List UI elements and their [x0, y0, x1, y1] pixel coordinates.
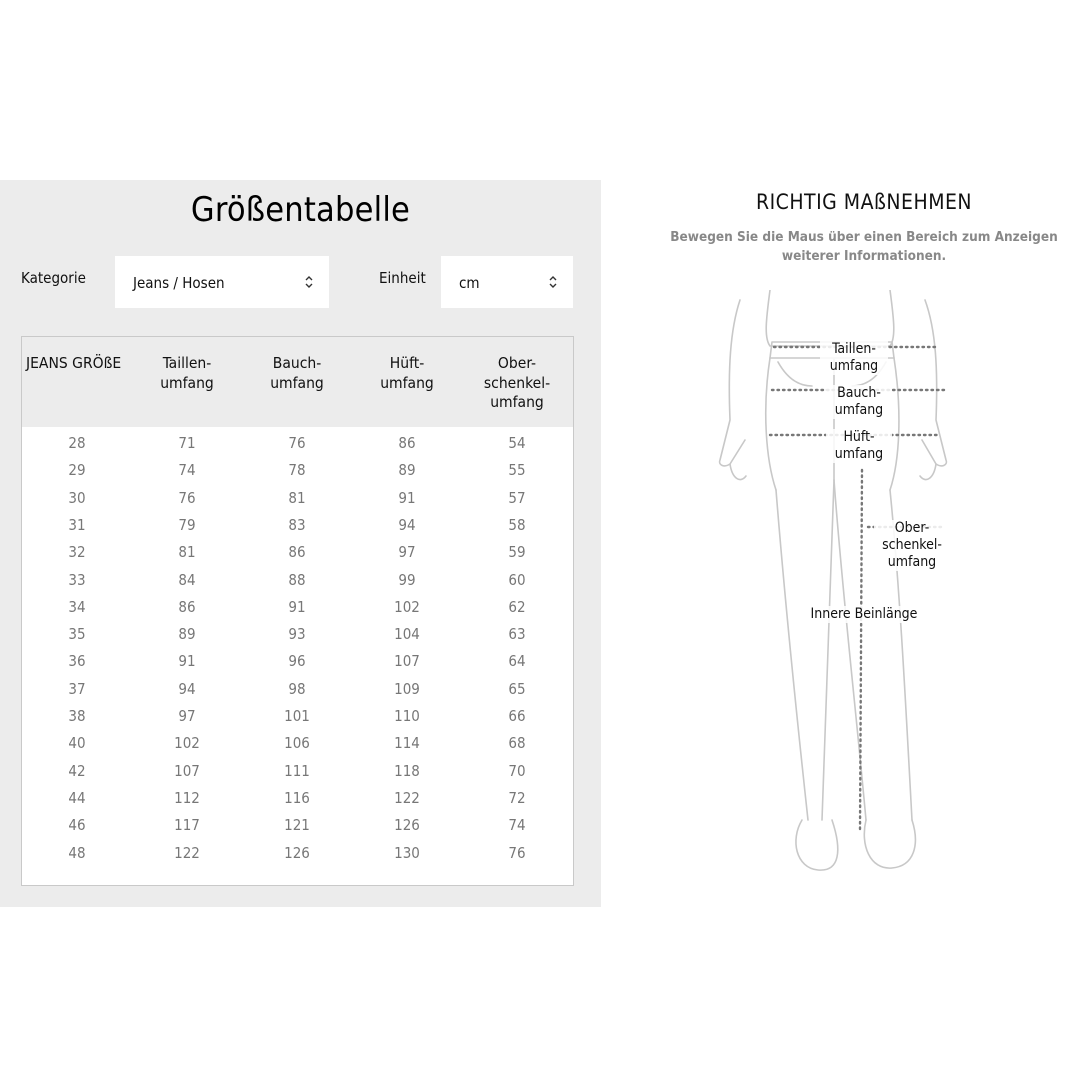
table-cell: 126	[284, 843, 310, 862]
table-cell: 97	[178, 707, 196, 725]
table-row	[22, 461, 573, 488]
table-row	[22, 652, 573, 679]
table-cell: 76	[508, 843, 526, 862]
category-select[interactable]	[115, 256, 329, 308]
category-label: Kategorie	[21, 269, 86, 287]
table-cell: 63	[508, 625, 526, 644]
table-cell: 44	[68, 788, 86, 807]
table-cell: 37	[68, 679, 86, 698]
measure-label-thigh[interactable]: Ober- schenkel- umfang	[874, 520, 950, 571]
table-cell: 57	[508, 488, 526, 507]
table-cell: 102	[174, 734, 200, 753]
unit-select[interactable]	[441, 256, 573, 308]
table-cell: 55	[508, 461, 526, 480]
table-cell: 118	[394, 761, 420, 780]
table-row	[22, 707, 573, 734]
unit-label: Einheit	[379, 269, 426, 287]
table-cell: 35	[68, 625, 86, 644]
table-cell: 36	[68, 652, 86, 671]
table-cell: 65	[508, 679, 526, 698]
chevron-up-down-icon	[547, 272, 559, 292]
table-cell: 104	[394, 625, 420, 644]
table-cell: 106	[284, 734, 310, 753]
table-cell: 91	[178, 652, 196, 671]
header-hip: Hüft- umfang	[380, 354, 434, 392]
table-cell: 59	[508, 543, 526, 562]
table-cell: 91	[398, 488, 416, 507]
table-row	[22, 844, 573, 871]
table-cell: 83	[288, 515, 306, 534]
table-cell: 97	[398, 543, 416, 562]
table-cell: 81	[288, 488, 306, 507]
table-row	[22, 571, 573, 598]
table-cell: 117	[174, 816, 200, 835]
table-cell: 91	[288, 597, 306, 616]
table-cell: 78	[288, 461, 306, 480]
category-select-value: Jeans / Hosen	[133, 274, 225, 292]
measure-label-belly[interactable]: Bauch- umfang	[826, 385, 892, 419]
table-cell: 110	[394, 707, 420, 725]
table-cell: 33	[68, 570, 86, 589]
table-cell: 116	[284, 788, 310, 807]
table-cell: 32	[68, 543, 86, 562]
table-cell: 31	[68, 515, 86, 534]
table-cell: 76	[288, 434, 306, 452]
size-table-panel	[0, 180, 601, 907]
table-cell: 86	[178, 597, 196, 616]
table-cell: 28	[68, 434, 86, 452]
table-row	[22, 434, 573, 461]
table-cell: 107	[394, 652, 420, 671]
table-cell: 76	[178, 488, 196, 507]
measure-guide-subtitle: Bewegen Sie die Maus über einen Bereich zum Anzeigen weiterer Informationen.	[670, 229, 1058, 264]
table-cell: 54	[508, 434, 526, 452]
table-row	[22, 734, 573, 761]
table-cell: 101	[284, 707, 310, 725]
table-cell: 98	[288, 679, 306, 698]
table-cell: 48	[68, 843, 86, 862]
table-cell: 72	[508, 788, 526, 807]
measure-label-hip[interactable]: Hüft- umfang	[826, 429, 892, 463]
table-cell: 112	[174, 788, 200, 807]
table-cell: 29	[68, 461, 86, 480]
measure-label-inseam[interactable]: Innere Beinlänge	[804, 606, 924, 623]
table-cell: 74	[508, 816, 526, 835]
table-row	[22, 762, 573, 789]
table-row	[22, 516, 573, 543]
table-cell: 62	[508, 597, 526, 616]
table-cell: 46	[68, 816, 86, 835]
table-cell: 60	[508, 570, 526, 589]
table-cell: 86	[398, 434, 416, 452]
table-cell: 99	[398, 570, 416, 589]
table-cell: 114	[394, 734, 420, 753]
table-cell: 94	[178, 679, 196, 698]
unit-select-value: cm	[459, 274, 480, 292]
table-cell: 130	[394, 843, 420, 862]
table-row	[22, 625, 573, 652]
table-cell: 58	[508, 515, 526, 534]
table-row	[22, 598, 573, 625]
table-cell: 34	[68, 597, 86, 616]
size-table	[21, 336, 574, 886]
header-thigh: Ober- schenkel- umfang	[483, 354, 551, 411]
table-cell: 64	[508, 652, 526, 671]
table-cell: 81	[178, 543, 196, 562]
table-row	[22, 680, 573, 707]
table-row	[22, 489, 573, 516]
table-row	[22, 543, 573, 570]
table-cell: 111	[284, 761, 310, 780]
size-table-title: Größentabelle	[190, 190, 411, 230]
table-cell: 121	[284, 816, 310, 835]
table-cell: 42	[68, 761, 86, 780]
table-cell: 79	[178, 515, 196, 534]
table-cell: 88	[288, 570, 306, 589]
header-size: JEANS GRÖßE	[26, 354, 122, 372]
measure-label-waist[interactable]: Taillen- umfang	[820, 341, 888, 375]
table-cell: 40	[68, 734, 86, 753]
table-cell: 102	[394, 597, 420, 616]
table-cell: 74	[178, 461, 196, 480]
table-cell: 107	[174, 761, 200, 780]
table-cell: 70	[508, 761, 526, 780]
size-table-header	[22, 337, 573, 427]
table-cell: 122	[394, 788, 420, 807]
table-row	[22, 789, 573, 816]
table-cell: 86	[288, 543, 306, 562]
table-row	[22, 816, 573, 843]
table-cell: 96	[288, 652, 306, 671]
measure-guide-title: RICHTIG MAßNEHMEN	[755, 190, 973, 214]
table-cell: 94	[398, 515, 416, 534]
table-cell: 122	[174, 843, 200, 862]
table-cell: 71	[178, 434, 196, 452]
table-cell: 84	[178, 570, 196, 589]
table-cell: 89	[398, 461, 416, 480]
header-waist: Taillen- umfang	[160, 354, 214, 392]
chevron-up-down-icon	[303, 272, 315, 292]
jeans-figure-illustration	[700, 290, 960, 890]
table-cell: 30	[68, 488, 86, 507]
header-belly: Bauch- umfang	[270, 354, 324, 392]
table-cell: 109	[394, 679, 420, 698]
table-cell: 89	[178, 625, 196, 644]
table-cell: 93	[288, 625, 306, 644]
table-cell: 66	[508, 707, 526, 725]
table-cell: 126	[394, 816, 420, 835]
table-cell: 68	[508, 734, 526, 753]
table-cell: 38	[68, 707, 86, 725]
